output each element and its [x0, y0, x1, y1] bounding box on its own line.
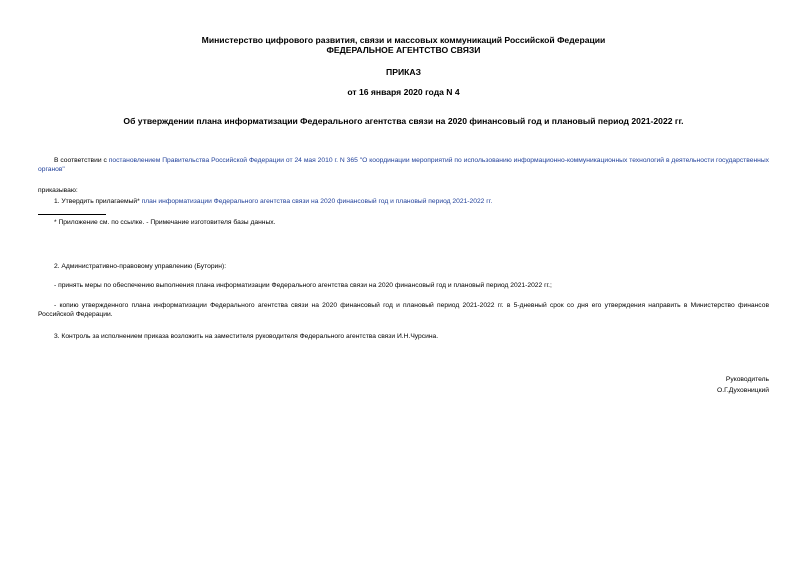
order-word: приказываю: [38, 187, 78, 194]
item-2-subitem-b: - копию утвержденного плана информатизации Федерального агентства связи на 2020 финансовый год и плановый период 2021-2022 гг. в 5-дневный срок со дня его утверждения направить в Министерство финансов Российской Федерации. [38, 302, 769, 318]
item-1 [38, 197, 769, 206]
page-title: Об утверждении плана информатизации Федерального агентства связи на 2020 финансовый год и плановый период 2021-2022 гг. [123, 116, 684, 126]
doc-type: ПРИКАЗ [386, 67, 421, 77]
footnote: * Приложение см. по ссылке. - Примечание изготовителя базы данных. [54, 219, 276, 226]
item-1-prefix: 1. Утвердить прилагаемый* [54, 198, 142, 205]
doc-date: от 16 января 2020 года N 4 [347, 87, 460, 97]
agency-heading: ФЕДЕРАЛЬНОЕ АГЕНТСТВО СВЯЗИ [326, 45, 481, 55]
informatization-plan-link[interactable]: план информатизации Федерального агентства связи на 2020 финансовый год и плановый период 2021-2022 гг. [141, 198, 493, 205]
item-2-subitem-a: - принять меры по обеспечению выполнения плана информатизации Федерального агентства связи на 2020 финансовый год и плановый период 2021-2022 гг.; [54, 282, 552, 289]
signature-block [717, 374, 769, 396]
item-2: 2. Административно-правовому управлению (Буторин): [54, 263, 227, 270]
ministry-heading: Министерство цифрового развития, связи и массовых коммуникаций Российской Федерации [201, 35, 606, 45]
item-3: 3. Контроль за исполнением приказа возложить на заместителя руководителя Федерального агентства связи И.Н.Чурсина. [54, 333, 439, 340]
signatory-name: О.Г.Духовницкий [717, 387, 769, 394]
government-decree-link[interactable]: постановлением Правительства Российской Федерации от 24 мая 2010 г. N 365 "О координации мероприятий по использованию информационно-коммуникационных технологий в деятельности государственных органов" [38, 157, 769, 173]
signatory-position: Руководитель [725, 376, 769, 383]
preamble-prefix: В соответствии с [54, 157, 109, 164]
preamble-paragraph [38, 156, 769, 174]
footnote-divider [38, 214, 106, 215]
